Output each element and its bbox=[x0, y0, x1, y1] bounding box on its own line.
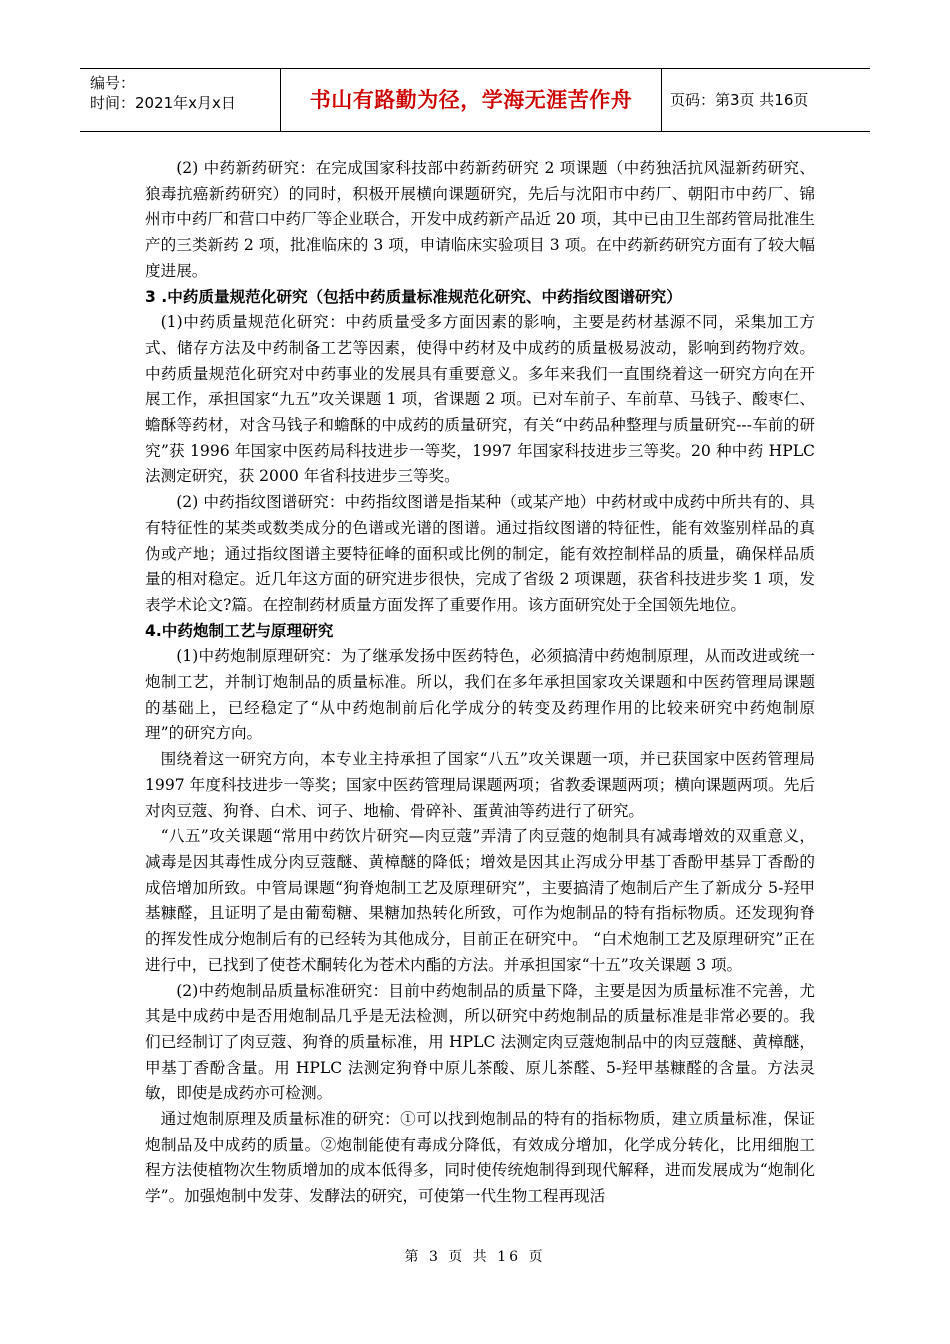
document-body bbox=[145, 156, 815, 1210]
paragraph-conclusion: 通过炮制原理及质量标准的研究：①可以找到炮制品的特有的指标物质，建立质量标准，保证炮制品及中成药的质量。②炮制能使有毒成分降低，有效成分增加，化学成分转化，比用细胞工程方法使植物次生物质增加的成本低得多，同时使传统炮制得到现代解释，进而发展成为“炮制化学”。加强炮制中发芽、发酵法的研究，可使第一代生物工程再现活 bbox=[145, 1110, 815, 1206]
paragraph-fingerprint-research: (2) 中药指纹图谱研究：中药指纹图谱是指某种（或某产地）中药材或中成药中所共有的、具有特征性的某类或数类成分的色谱或光谱的图谱。通过指纹图谱的特征性，能有效鉴别样品的真伪或产地；通过指纹图谱主要特征峰的面积或比例的制定，能有效控制样品的质量，确保样品质量的相对稳定。近几年这方面的研究进步很快，完成了省级 2 项课题，获省科技进步奖 1 项，发表学术论文?篇。在控制药材质量方面发挥了重要作用。该方面研究处于全国领先地位。 bbox=[145, 493, 815, 614]
section-heading-4: 4.中药炮制工艺与原理研究 bbox=[145, 621, 334, 640]
page-footer: 第 3 页 共 16 页 bbox=[404, 1249, 546, 1265]
paragraph-eighth-five-year-project: “八五”攻关课题“常用中药饮片研究—肉豆蔻”弄清了肉豆蔻的炮制具有减毒增效的双重意义，减毒是因其毒性成分肉豆蔻醚、黄樟醚的降低；增效是因其止泻成分甲基丁香酚甲基异丁香酚的成倍增加所致。中管局课题“狗脊炮制工艺及原理研究”，主要搞清了炮制后产生了新成分 5-羟甲基糠醛，且证明了是由葡萄糖、果糖加热转化所致，可作为炮制品的特有指标物质。还发现狗脊的挥发性成分炮制后有的已经转为其他成分，目前正在研究中。 “白术炮制工艺及原理研究”正在进行中，已找到了使苍术酮转化为苍术内酯的方法。并承担国家“十五”攻关课题 3 项。 bbox=[145, 827, 815, 974]
document-number-label: 编号： bbox=[90, 74, 136, 92]
paragraph-quality-standard-research: (2)中药炮制品质量标准研究：目前中药炮制品的质量下降，主要是因为质量标准不完善，尤其是中成药中是否用炮制品几乎是无法检测，所以研究中药炮制品的质量标准是非常必要的。我们已经制订了肉豆蔻、狗脊的质量标准，用 HPLC 法测定肉豆蔻炮制品中的肉豆蔻醚、黄樟醚，甲基丁香酚含量。用 HPLC 法测定狗脊中原儿茶酸、原儿茶醛、5-羟甲基糠醛的含量。方法灵敏，即使是成药亦可检测。 bbox=[145, 981, 815, 1103]
paragraph-research-direction: 围绕着这一研究方向，本专业主持承担了国家“八五”攻关课题一项，并已获国家中医药管理局 1997 年度科技进步一等奖；国家中医药管理局课题两项；省教委课题两项；横向课题两项。先后对肉豆蔻、狗脊、白术、诃子、地榆、骨碎补、蛋黄油等药进行了研究。 bbox=[145, 750, 815, 820]
paragraph-quality-standardization: (1)中药质量规范化研究：中药质量受多方面因素的影响，主要是药材基源不同，采集加工方式、储存方法及中药制备工艺等因素，使得中药材及中成药的质量极易波动，影响到药物疗效。中药质量规范化研究对中药事业的发展具有重要意义。多年来我们一直围绕着这一研究方向在开展工作，承担国家“九五”攻关课题 1 项，省课题 2 项。已对车前子、车前草、马钱子、酸枣仁、蟾酥等药材，对含马钱子和蟾酥的中成药的质量研究，有关“中药品种整理与质量研究---车前的研究”获 1996 年国家中医药局科技进步一等奖，1997 年国家科技进步三等奖。20 种中药 HPLC 法测定研究，获 2000 年省科技进步三等奖。 bbox=[145, 313, 815, 486]
document-date-label: 时间：2021年x月x日 bbox=[90, 94, 236, 112]
header-meta bbox=[80, 69, 281, 131]
section-heading-3: 3 .中药质量规范化研究（包括中药质量标准规范化研究、中药指纹图谱研究） bbox=[145, 287, 682, 306]
page-header bbox=[80, 68, 870, 132]
header-motto: 书山有路勤为径，学海无涯苦作舟 bbox=[281, 69, 662, 131]
paragraph-new-drug-research: (2) 中药新药研究：在完成国家科技部中药新药研究 2 项课题（中药独活抗风湿新药研究、狼毒抗癌新药研究）的同时，积极开展横向课题研究，先后与沈阳市中药厂、朝阳市中药厂、锦州市中药厂和营口中药厂等企业联合，开发中成药新产品近 20 项，其中已由卫生部药管局批准生产的三类新药 2 项，批准临床的 3 项，申请临床实验项目 3 项。在中药新药研究方面有了较大幅度进展。 bbox=[145, 159, 815, 280]
paragraph-processing-principle: (1)中药炮制原理研究：为了继承发扬中医药特色，必须搞清中药炮制原理，从而改进或统一炮制工艺，并制订炮制品的质量标准。所以，我们在多年承担国家攻关课题和中医药管理局课题的基础上，已经稳定了“从中药炮制前后化学成分的转变及药理作用的比较来研究中药炮制原理”的研究方向。 bbox=[145, 647, 815, 743]
header-page-number: 页码：第3页 共16页 bbox=[670, 91, 809, 109]
